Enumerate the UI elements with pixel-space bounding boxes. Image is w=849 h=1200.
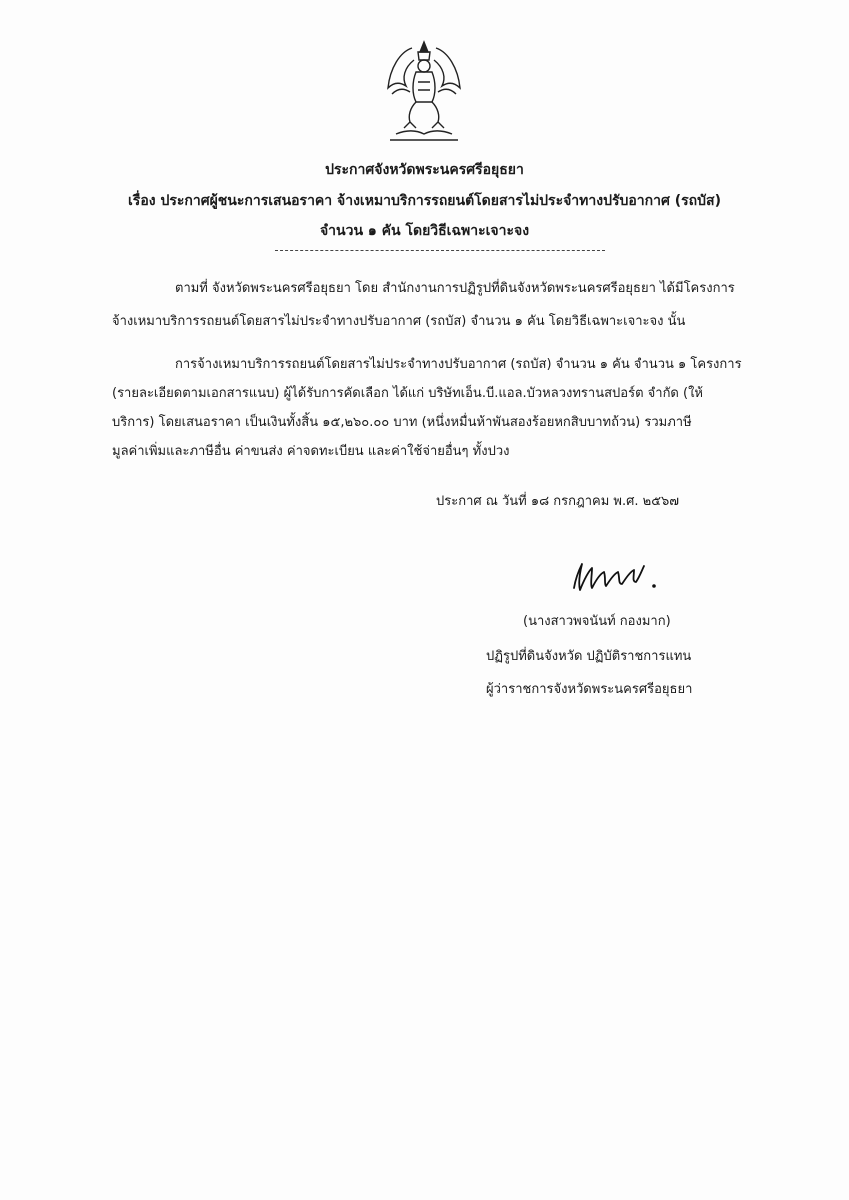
paragraph2-line1: การจ้างเหมาบริการรถยนต์โดยสารไม่ประจำทางปรับอากาศ (รถบัส) จำนวน ๑ คัน จำนวน ๑ โครงการ [175,357,742,372]
paragraph1-line2: จ้างเหมาบริการรถยนต์โดยสารไม่ประจำทางปรับอากาศ (รถบัส) จำนวน ๑ คัน โดยวิธีเฉพาะเจาะจง นั้น [112,314,686,329]
paragraph2-line4: มูลค่าเพิ่มและภาษีอื่น ค่าขนส่ง ค่าจดทะเบียน และค่าใช้จ่ายอื่นๆ ทั้งปวง [112,444,510,459]
date-line: ประกาศ ณ วันที่ ๑๘ กรกฎาคม พ.ศ. ๒๕๖๗ [436,494,680,509]
header-divider [275,250,605,251]
signature-mark-icon [568,558,664,598]
header-subject: เรื่อง ประกาศผู้ชนะการเสนอราคา จ้างเหมาบริการรถยนต์โดยสารไม่ประจำทางปรับอากาศ (รถบัส) [128,193,721,209]
paragraph2-line2: (รายละเอียดตามเอกสารแนบ) ผู้ได้รับการคัดเลือก ได้แก่ บริษัทเอ็น.บี.แอล.บัวหลวงทรานสปอร์ต จำกัด (ให้ [112,386,703,401]
signatory-position-cont: ผู้ว่าราชการจังหวัดพระนครศรีอยุธยา [486,682,693,697]
paragraph2-line3: บริการ) โดยเสนอราคา เป็นเงินทั้งสิ้น ๑๕,๒๖๐.๐๐ บาท (หนึ่งหมื่นห้าพันสองร้อยหกสิบบาทถ้วน) รวมภาษี [112,415,692,430]
header-subject-cont: จำนวน ๑ คัน โดยวิธีเฉพาะเจาะจง [319,223,530,239]
paragraph1-line1: ตามที่ จังหวัดพระนครศรีอยุธยา โดย สำนักงานการปฏิรูปที่ดินจังหวัดพระนครศรีอยุธยา ได้มีโครงการ [175,281,735,296]
signatory-name: (นางสาวพจนันท์ กองมาก) [523,614,671,629]
signatory-position: ปฏิรูปที่ดินจังหวัด ปฏิบัติราชการแทน [486,649,692,664]
garuda-emblem-icon [382,38,466,146]
header-title: ประกาศจังหวัดพระนครศรีอยุธยา [325,162,524,178]
